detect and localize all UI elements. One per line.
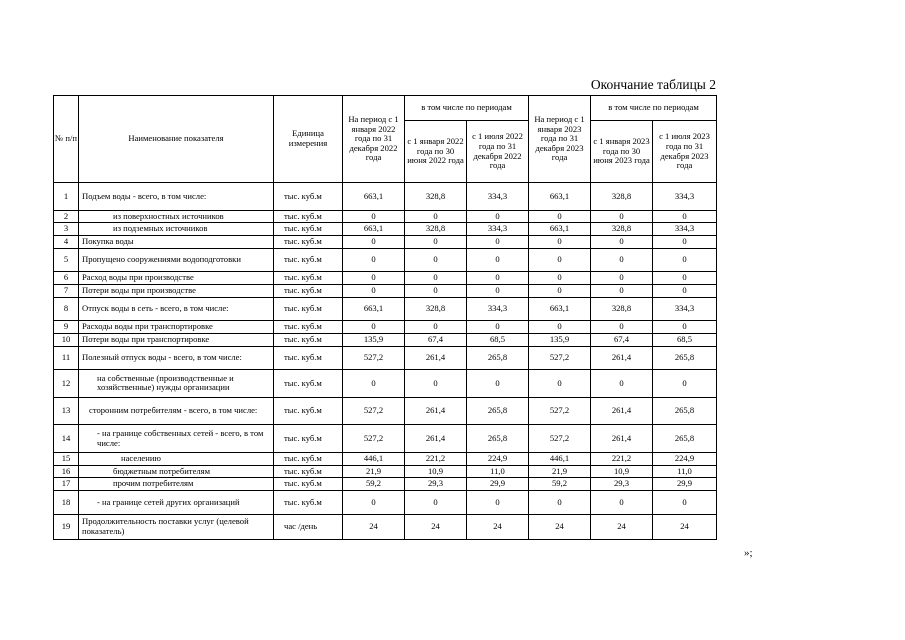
row-value: 24 (591, 514, 653, 540)
header-name: Наименование показателя (79, 96, 274, 183)
table-row (54, 321, 717, 334)
row-value: 0 (343, 321, 405, 334)
row-number: 11 (54, 346, 79, 369)
row-number: 15 (54, 452, 79, 465)
row-indicator-name: Продолжительность поставки услуг (целевой показатель) (79, 514, 274, 540)
row-value: 59,2 (529, 478, 591, 491)
row-value: 265,8 (653, 346, 717, 369)
row-value: 221,2 (405, 452, 467, 465)
row-value: 265,8 (467, 397, 529, 425)
table-row (54, 370, 717, 398)
row-value: 446,1 (343, 452, 405, 465)
row-value: 261,4 (405, 425, 467, 453)
row-value: 0 (653, 210, 717, 223)
row-indicator-name: - на границе сетей других организаций (79, 491, 274, 514)
row-indicator-name: Подъем воды - всего, в том числе: (79, 183, 274, 211)
header-unit: Единица измерения (274, 96, 343, 183)
row-value: 24 (405, 514, 467, 540)
table-row (54, 478, 717, 491)
row-value: 265,8 (467, 425, 529, 453)
row-value: 334,3 (653, 183, 717, 211)
row-indicator-name: Расход воды при производстве (79, 272, 274, 285)
table-row (54, 183, 717, 211)
row-value: 0 (467, 236, 529, 249)
row-value: 0 (467, 285, 529, 298)
row-indicator-name: Потери воды при транспортировке (79, 333, 274, 346)
row-value: 261,4 (405, 397, 467, 425)
row-value: 29,9 (467, 478, 529, 491)
row-value: 334,3 (653, 297, 717, 320)
row-value: 261,4 (591, 425, 653, 453)
row-value: 0 (591, 321, 653, 334)
row-value: 334,3 (653, 223, 717, 236)
row-value: 68,5 (467, 333, 529, 346)
row-value: 261,4 (405, 346, 467, 369)
header-2022-h2: с 1 июля 2022 года по 31 декабря 2022 года (467, 121, 529, 183)
row-indicator-name: прочим потребителям (79, 478, 274, 491)
row-value: 663,1 (529, 297, 591, 320)
row-value: 0 (467, 370, 529, 398)
row-value: 0 (653, 248, 717, 271)
row-value: 0 (405, 285, 467, 298)
row-indicator-name: из поверхностных источников (79, 210, 274, 223)
row-number: 1 (54, 183, 79, 211)
row-value: 0 (653, 370, 717, 398)
row-value: 0 (343, 370, 405, 398)
row-value: 135,9 (343, 333, 405, 346)
row-unit: тыс. куб.м (274, 248, 343, 271)
table-caption: Окончание таблицы 2 (590, 77, 716, 92)
row-value: 0 (467, 321, 529, 334)
row-value: 0 (591, 370, 653, 398)
row-value: 29,3 (591, 478, 653, 491)
row-value: 527,2 (529, 397, 591, 425)
row-value: 24 (467, 514, 529, 540)
water-balance-table (53, 95, 717, 540)
row-value: 0 (591, 285, 653, 298)
row-value: 328,8 (591, 183, 653, 211)
row-value: 265,8 (467, 346, 529, 369)
row-indicator-name: Покупка воды (79, 236, 274, 249)
row-value: 0 (405, 321, 467, 334)
row-value: 328,8 (591, 223, 653, 236)
row-value: 0 (405, 236, 467, 249)
row-value: 527,2 (529, 346, 591, 369)
row-unit: тыс. куб.м (274, 333, 343, 346)
row-unit: тыс. куб.м (274, 491, 343, 514)
row-value: 11,0 (467, 465, 529, 478)
row-value: 0 (467, 210, 529, 223)
row-indicator-name: на собственные (производственные и хозяйственные) нужды организации (79, 370, 274, 398)
table-row (54, 465, 717, 478)
row-value: 24 (343, 514, 405, 540)
table-row (54, 333, 717, 346)
row-unit: тыс. куб.м (274, 321, 343, 334)
row-number: 10 (54, 333, 79, 346)
row-number: 2 (54, 210, 79, 223)
row-value: 0 (529, 370, 591, 398)
row-number: 7 (54, 285, 79, 298)
row-indicator-name: Пропущено сооружениями водоподготовки (79, 248, 274, 271)
row-value: 0 (653, 491, 717, 514)
row-value: 29,3 (405, 478, 467, 491)
row-value: 21,9 (343, 465, 405, 478)
table-row (54, 491, 717, 514)
table-row (54, 223, 717, 236)
row-value: 24 (529, 514, 591, 540)
row-indicator-name: сторонним потребителям - всего, в том числе: (79, 397, 274, 425)
row-value: 261,4 (591, 346, 653, 369)
table-row (54, 236, 717, 249)
row-value: 527,2 (529, 425, 591, 453)
row-value: 224,9 (653, 452, 717, 465)
row-value: 0 (653, 272, 717, 285)
row-number: 16 (54, 465, 79, 478)
header-period-2023: На период с 1 января 2023 года по 31 декабря 2023 года (529, 96, 591, 183)
table-row (54, 397, 717, 425)
row-value: 0 (343, 272, 405, 285)
table-row (54, 514, 717, 540)
row-value: 224,9 (467, 452, 529, 465)
row-value: 0 (653, 285, 717, 298)
row-value: 663,1 (529, 223, 591, 236)
row-value: 328,8 (591, 297, 653, 320)
row-unit: тыс. куб.м (274, 236, 343, 249)
row-value: 0 (467, 491, 529, 514)
row-value: 0 (343, 210, 405, 223)
row-value: 0 (405, 248, 467, 271)
row-value: 334,3 (467, 223, 529, 236)
row-value: 29,9 (653, 478, 717, 491)
row-indicator-name: Расходы воды при транспортировке (79, 321, 274, 334)
row-value: 0 (529, 248, 591, 271)
row-value: 261,4 (591, 397, 653, 425)
row-value: 446,1 (529, 452, 591, 465)
row-value: 24 (653, 514, 717, 540)
row-value: 334,3 (467, 183, 529, 211)
header-num: № п/п (54, 96, 79, 183)
row-value: 0 (405, 370, 467, 398)
row-value: 527,2 (343, 346, 405, 369)
closing-quote-mark: »; (744, 547, 753, 559)
row-number: 14 (54, 425, 79, 453)
row-unit: тыс. куб.м (274, 183, 343, 211)
row-value: 0 (405, 272, 467, 285)
row-indicator-name: Полезный отпуск воды - всего, в том числе: (79, 346, 274, 369)
row-number: 13 (54, 397, 79, 425)
row-unit: тыс. куб.м (274, 425, 343, 453)
table-row (54, 285, 717, 298)
row-value: 0 (343, 491, 405, 514)
row-value: 10,9 (591, 465, 653, 478)
row-value: 0 (405, 210, 467, 223)
row-value: 0 (653, 236, 717, 249)
row-number: 4 (54, 236, 79, 249)
row-indicator-name: Потери воды при производстве (79, 285, 274, 298)
row-value: 527,2 (343, 425, 405, 453)
row-number: 6 (54, 272, 79, 285)
header-2022-including: в том числе по периодам (405, 96, 529, 121)
table-row (54, 272, 717, 285)
row-unit: тыс. куб.м (274, 465, 343, 478)
row-value: 10,9 (405, 465, 467, 478)
row-value: 328,8 (405, 297, 467, 320)
header-2023-including: в том числе по периодам (591, 96, 717, 121)
row-value: 663,1 (529, 183, 591, 211)
header-2022-h1: с 1 января 2022 года по 30 июня 2022 года (405, 121, 467, 183)
row-value: 663,1 (343, 297, 405, 320)
row-value: 334,3 (467, 297, 529, 320)
row-value: 68,5 (653, 333, 717, 346)
row-value: 0 (529, 285, 591, 298)
row-value: 527,2 (343, 397, 405, 425)
row-unit: тыс. куб.м (274, 285, 343, 298)
row-value: 221,2 (591, 452, 653, 465)
row-value: 0 (343, 285, 405, 298)
row-unit: тыс. куб.м (274, 210, 343, 223)
row-value: 0 (405, 491, 467, 514)
table-row (54, 210, 717, 223)
table-row (54, 248, 717, 271)
row-value: 0 (529, 236, 591, 249)
row-unit: тыс. куб.м (274, 272, 343, 285)
row-value: 0 (591, 491, 653, 514)
table-row (54, 297, 717, 320)
row-number: 3 (54, 223, 79, 236)
row-value: 0 (591, 210, 653, 223)
row-value: 265,8 (653, 425, 717, 453)
row-value: 0 (343, 236, 405, 249)
row-number: 12 (54, 370, 79, 398)
row-unit: тыс. куб.м (274, 223, 343, 236)
row-unit: тыс. куб.м (274, 346, 343, 369)
row-value: 0 (467, 248, 529, 271)
row-value: 21,9 (529, 465, 591, 478)
row-value: 663,1 (343, 183, 405, 211)
row-unit: тыс. куб.м (274, 397, 343, 425)
row-indicator-name: Отпуск воды в сеть - всего, в том числе: (79, 297, 274, 320)
row-value: 135,9 (529, 333, 591, 346)
row-unit: тыс. куб.м (274, 452, 343, 465)
row-indicator-name: населению (79, 452, 274, 465)
row-value: 11,0 (653, 465, 717, 478)
row-value: 0 (653, 321, 717, 334)
row-value: 0 (467, 272, 529, 285)
row-number: 9 (54, 321, 79, 334)
row-value: 328,8 (405, 183, 467, 211)
row-value: 663,1 (343, 223, 405, 236)
row-value: 265,8 (653, 397, 717, 425)
row-value: 0 (529, 321, 591, 334)
row-unit: тыс. куб.м (274, 478, 343, 491)
row-unit: час /день (274, 514, 343, 540)
row-indicator-name: бюджетным потребителям (79, 465, 274, 478)
row-number: 19 (54, 514, 79, 540)
row-value: 0 (343, 248, 405, 271)
row-value: 0 (529, 272, 591, 285)
row-unit: тыс. куб.м (274, 370, 343, 398)
table-row (54, 346, 717, 369)
row-number: 17 (54, 478, 79, 491)
row-number: 18 (54, 491, 79, 514)
row-unit: тыс. куб.м (274, 297, 343, 320)
row-value: 67,4 (405, 333, 467, 346)
row-value: 0 (529, 210, 591, 223)
row-indicator-name: из подземных источников (79, 223, 274, 236)
row-value: 67,4 (591, 333, 653, 346)
row-value: 0 (591, 272, 653, 285)
header-2023-h1: с 1 января 2023 года по 30 июня 2023 года (591, 121, 653, 183)
row-value: 59,2 (343, 478, 405, 491)
table-row (54, 425, 717, 453)
row-value: 0 (591, 236, 653, 249)
row-value: 0 (591, 248, 653, 271)
table-row (54, 452, 717, 465)
row-value: 0 (529, 491, 591, 514)
header-period-2022: На период с 1 января 2022 года по 31 декабря 2022 года (343, 96, 405, 183)
row-number: 5 (54, 248, 79, 271)
row-value: 328,8 (405, 223, 467, 236)
header-2023-h2: с 1 июля 2023 года по 31 декабря 2023 года (653, 121, 717, 183)
row-indicator-name: - на границе собственных сетей - всего, в том числе: (79, 425, 274, 453)
row-number: 8 (54, 297, 79, 320)
